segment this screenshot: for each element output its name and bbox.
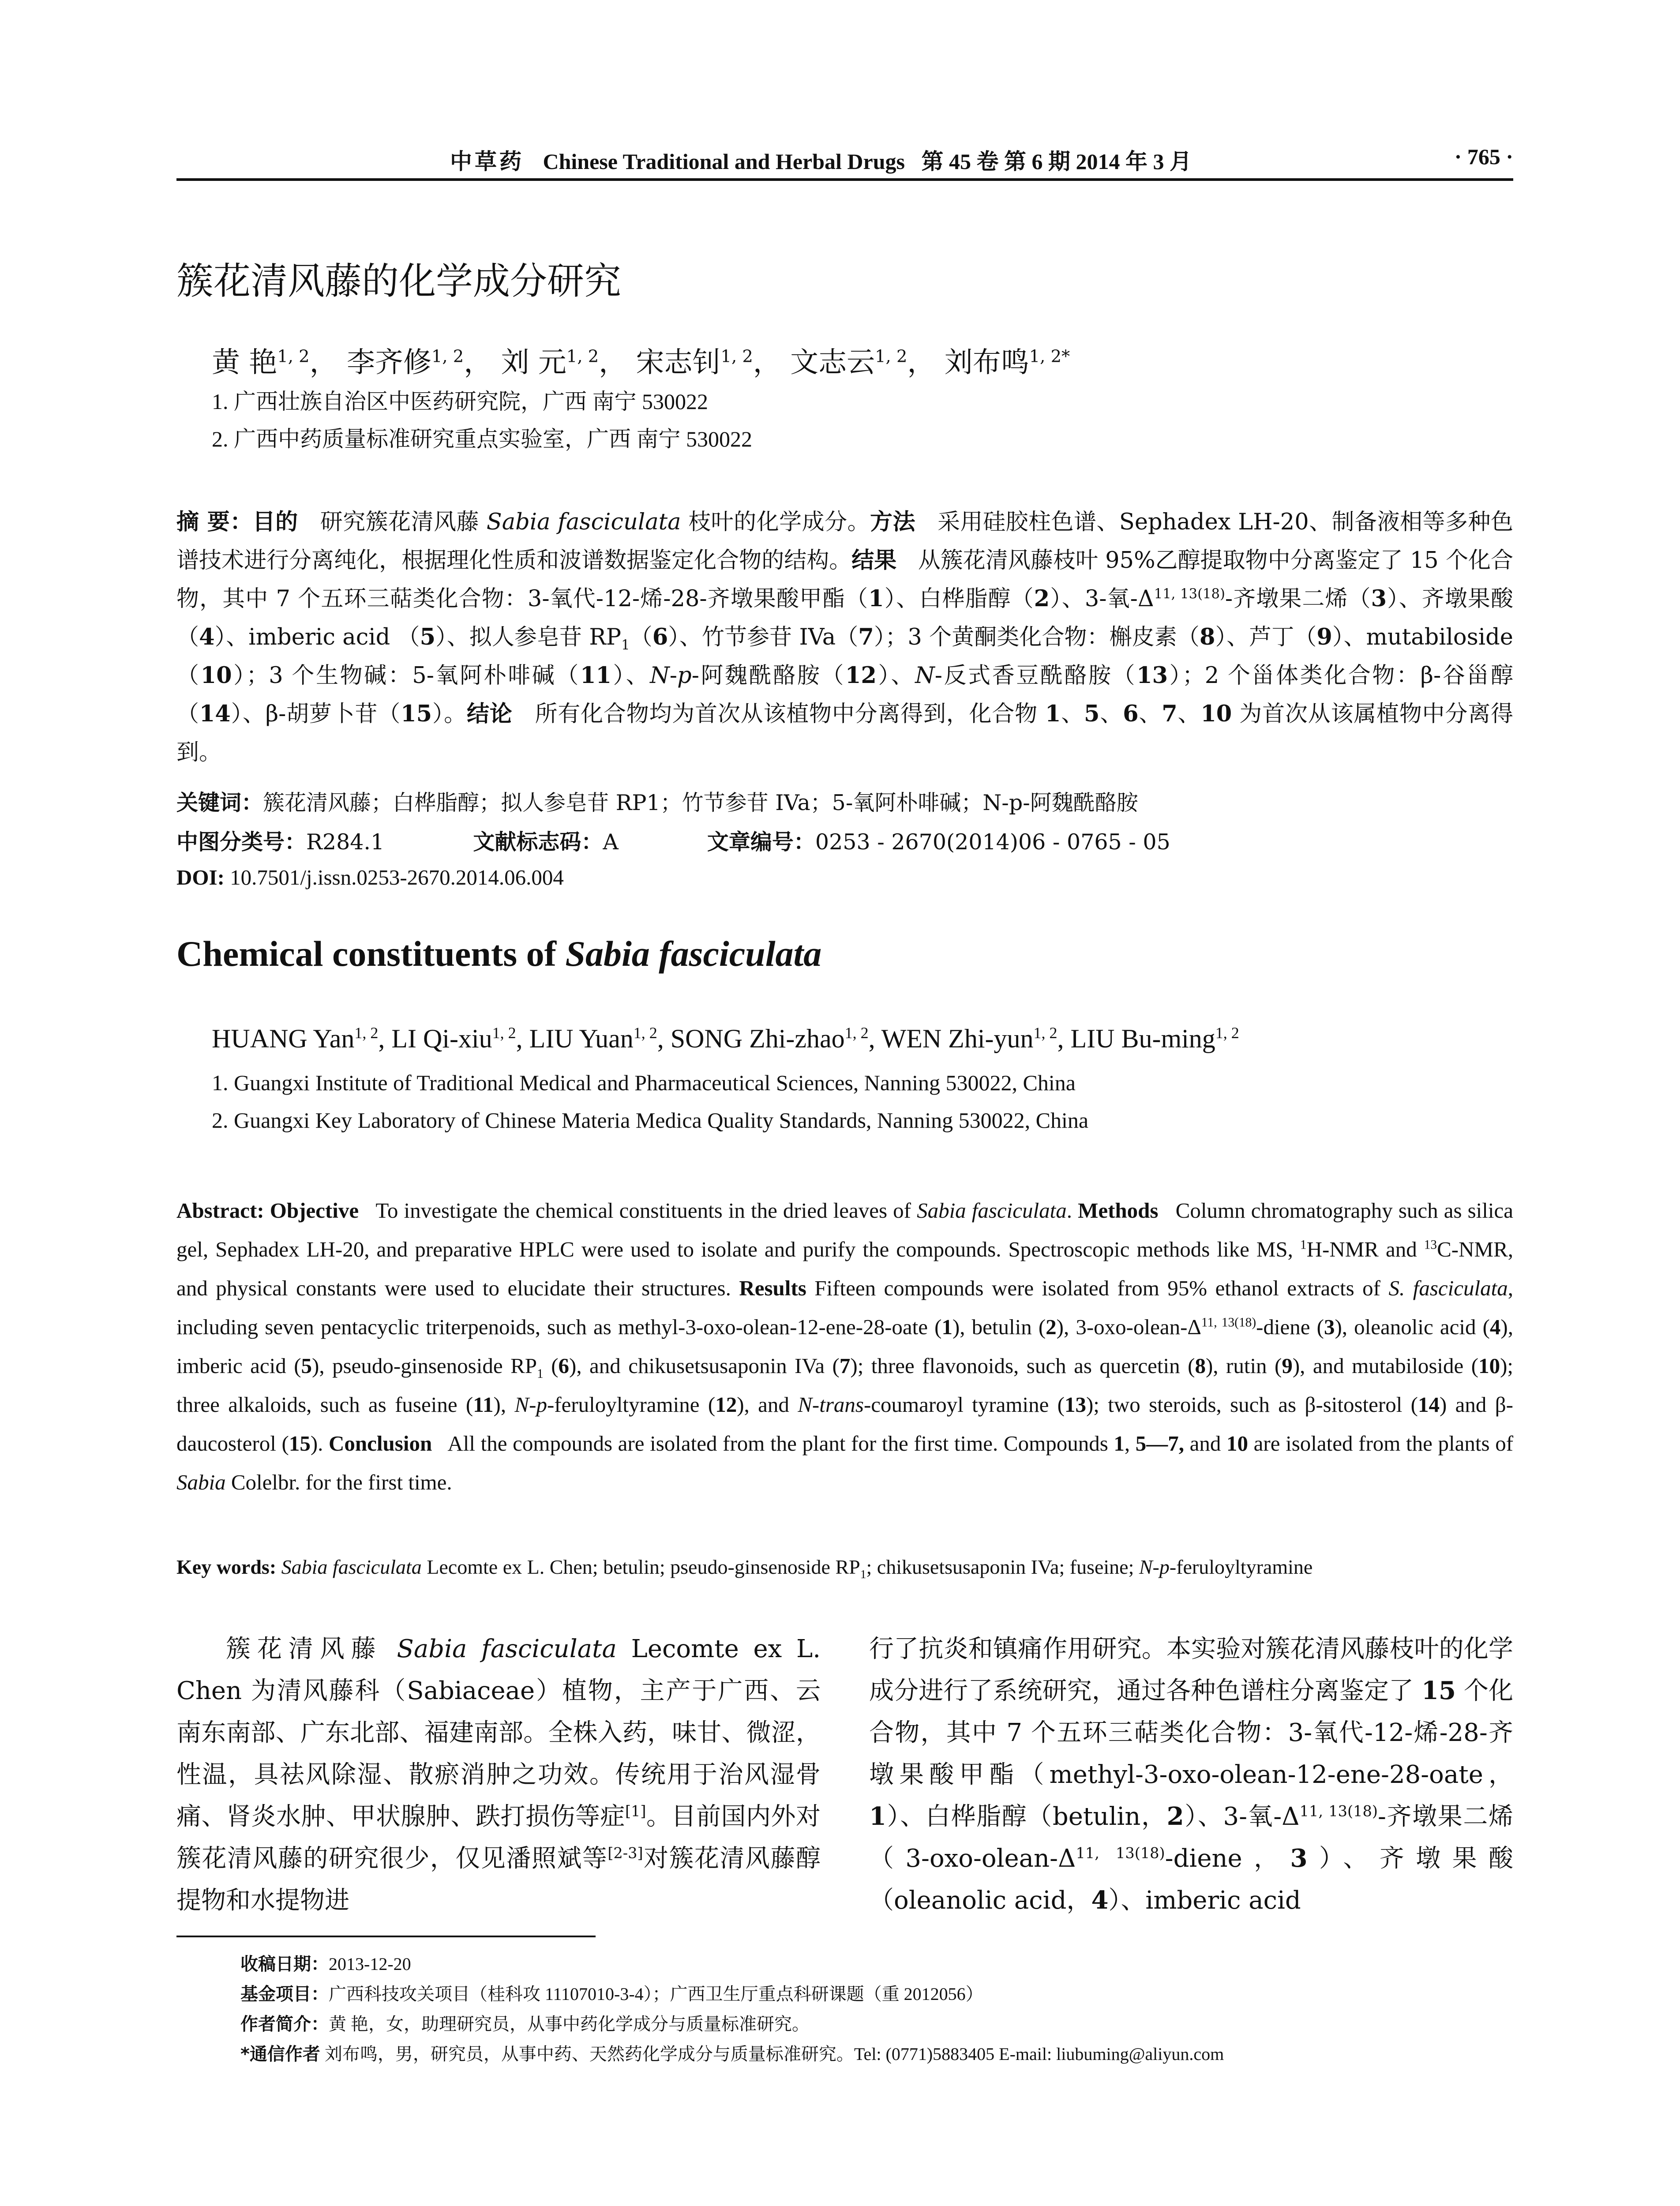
keywords-cn: 关键词：簇花清风藤；白桦脂醇；拟人参皂苷 RP1；竹节参苷 IVa；5-氧阿朴啡碱；N-p-阿魏酰酪胺 xyxy=(176,790,1138,815)
footnote-received: 收稿日期：2013-12-20 xyxy=(240,1954,411,1974)
classification-line: 中图分类号：R284.1 文献标志码：A 文章编号：0253 - 2670(2014)06 - 0765 - 05 xyxy=(176,829,1170,855)
running-header xyxy=(176,140,1513,172)
abstract-en: Abstract: Objective To investigate the chemical constituents in the dried leaves of Sabia fasciculata. Methods Column chromatography such as silica gel, Sephadex LH-20, and preparative HPLC were used to isolate and purify the compounds. Spectroscopic methods like MS, $^1$H-NMR and $^{13}$C-NMR, and physical constants were used to elucidate their structures. Results Fifteen compounds were isolated from 95% ethanol extracts of S. fasciculata, including seven pentacyclic triterpenoids, such as methyl-3-oxo-olean-12-ene-28-oate (1), betulin (2), $3-oxo-olean-\Delta^{11, 13(18)}$-diene (3), oleanolic acid (4), imberic acid (5), pseudo-ginsenoside $RP_1$ (6), and chikusetsusaponin IVa (7); three flavonoids, such as quercetin (8), rutin (9), and mutabiloside (10); three alkaloids, such as fuseine (11), N-p-feruloyltyramine (12), and N-trans-coumaroyl tyramine (13); two steroids, such as β-sitosterol (14) and β-daucosterol (15). Conclusion All the compounds are isolated from the plant for the first time. Compounds 1, 5—7, and 10 are isolated from the plants of Sabia Colelbr. for the first time. xyxy=(176,1198,1514,1494)
footnote-corresponding: *通信作者 刘布鸣，男，研究员，从事中药、天然药化学成分与质量标准研究。Tel: (0771)5883405 E-mail: liubuming@aliyun.com xyxy=(240,2044,1224,2064)
affiliation-en-1: 1. Guangxi Institute of Traditional Medical and Pharmaceutical Sciences, Nanning 530022, China xyxy=(212,1070,1076,1095)
author-cn: 李齐修$^{1, 2}$ xyxy=(346,346,464,379)
doc-code: A xyxy=(603,829,619,855)
authors-en: HUANG Yan$^{1, 2}$, LI Qi-xiu$^{1, 2}$, LIU Yuan$^{1, 2}$, SONG Zhi-zhao$^{1, 2}$, WEN Zhi-yun$^{1, 2}$, LIU Bu-ming$^{1, 2}$ xyxy=(212,1024,1239,1053)
author-cn: 刘布鸣$^{1, 2*}$ xyxy=(944,346,1070,379)
keywords-en: Key words: Sabia fasciculata Lecomte ex L. Chen; betulin; pseudo-ginsenoside $RP_1$; chikusetsusaponin IVa; fuseine; N-p-feruloyltyramine xyxy=(176,1556,1313,1581)
page-number: · 765 · xyxy=(1454,144,1513,169)
body-column-left: 簇花清风藤 Sabia fasciculata Lecomte ex L. Chen 为清风藤科（Sabiaceae）植物，主产于广西、云南东南部、广东北部、福建南部。全株入药，味甘、微涩，性温，具祛风除湿、散瘀消肿之功效。传统用于治风湿骨痛、肾炎水肿、甲状腺肿、跌打损伤等症[1]。目前国内外对簇花清风藤的研究很少，仅见潘照斌等[2-3]对簇花清风藤醇提物和水提物进 xyxy=(176,1635,821,1915)
clc-number: R284.1 xyxy=(306,829,385,855)
affiliation-en-2: 2. Guangxi Key Laboratory of Chinese Materia Medica Quality Standards, Nanning 530022, China xyxy=(212,1108,1089,1133)
authors-cn: 黄 艳$^{1, 2}$， 李齐修$^{1, 2}$， 刘 元$^{1, 2}$， 宋志钊$^{1, 2}$， 文志云$^{1, 2}$， 刘布鸣$^{1, 2*}$ xyxy=(212,346,1070,379)
author-cn: 黄 艳$^{1, 2}$ xyxy=(212,346,310,379)
abstract-cn-label: 摘 要： xyxy=(176,509,253,535)
title-cn: 簇花清风藤的化学成分研究 xyxy=(176,259,622,303)
affiliation-cn-2: 2. 广西中药质量标准研究重点实验室，广西 南宁 530022 xyxy=(212,427,752,451)
author-cn: 刘 元$^{1, 2}$ xyxy=(501,346,599,379)
title-en: Chemical constituents of Sabia fasciculata xyxy=(176,934,822,974)
footnote-funding: 基金项目：广西科技攻关项目（桂科攻 11107010-3-4）；广西卫生厅重点科研课题（重 2012056） xyxy=(240,1984,983,2004)
journal-name xyxy=(450,144,1192,176)
doi-line: DOI: 10.7501/j.issn.0253-2670.2014.06.004 xyxy=(176,865,564,889)
footnote-author-bio: 作者简介：黄 艳，女，助理研究员，从事中药化学成分与质量标准研究。 xyxy=(240,2014,810,2034)
article-number: 0253 - 2670(2014)06 - 0765 - 05 xyxy=(815,829,1170,855)
author-cn: 文志云$^{1, 2}$ xyxy=(790,346,908,379)
affiliation-cn-1: 1. 广西壮族自治区中医药研究院，广西 南宁 530022 xyxy=(212,389,708,414)
journal-name-en: Chinese Traditional and Herbal Drugs xyxy=(543,149,905,174)
footnote-rule xyxy=(176,1936,596,1937)
author-cn: 宋志钊$^{1, 2}$ xyxy=(636,346,753,379)
doi-value: 10.7501/j.issn.0253-2670.2014.06.004 xyxy=(230,865,564,889)
issue-info: 第 45 卷 第 6 期 2014 年 3 月 xyxy=(921,149,1192,174)
header-rule xyxy=(176,178,1513,181)
journal-name-cn: 中草药 xyxy=(450,149,524,174)
abstract-cn: 摘 要：目的 研究簇花清风藤 Sabia fasciculata 枝叶的化学成分。方法 采用硅胶柱色谱、Sephadex LH-20、制备液相等多种色谱技术进行分离纯化，根据理化性质和波谱数据鉴定化合物的结构。结果 从簇花清风藤枝叶 95%乙醇提取物中分离鉴定了 15 个化合物，其中 7 个五环三萜类化合物：3-氧代-12-烯-28-齐墩果酸甲酯（1）、白桦脂醇（2）、3-氧$-\Delta^{11, 13(18)}-$齐墩果二烯（3）、齐墩果酸（4）、imberic acid （5）、拟人参皂苷 $RP_1(6)$、竹节参苷 IVa（7）；3 个黄酮类化合物：槲皮素（8）、芦丁（9）、mutabiloside（10）；3 个生物碱：5-氧阿朴啡碱（11）、N-p-阿魏酰酪胺（12）、N-反式香豆酰酪胺（13）；2 个甾体类化合物：β-谷甾醇（14）、β-胡萝卜苷（15）。结论 所有化合物均为首次从该植物中分离得到，化合物 1、5、6、7、10 为首次从该属植物中分离得到。 xyxy=(176,509,1513,765)
body-column-right: 行了抗炎和镇痛作用研究。本实验对簇花清风藤枝叶的化学成分进行了系统研究，通过各种色谱柱分离鉴定了 15 个化合物，其中 7 个五环三萜类化合物：3-氧代-12-烯-28-齐墩果酸甲酯（methyl-3-oxo-olean-12-ene-28-oate，1）、白桦脂醇（betulin，2）、3-氧$-\Delta^{11, 13(18)}-$齐墩果二烯（$3-oxo-olean-\Delta^{11, 13(18)}$-diene，3）、齐墩果酸（oleanolic acid，4）、imberic acid xyxy=(869,1635,1514,1915)
